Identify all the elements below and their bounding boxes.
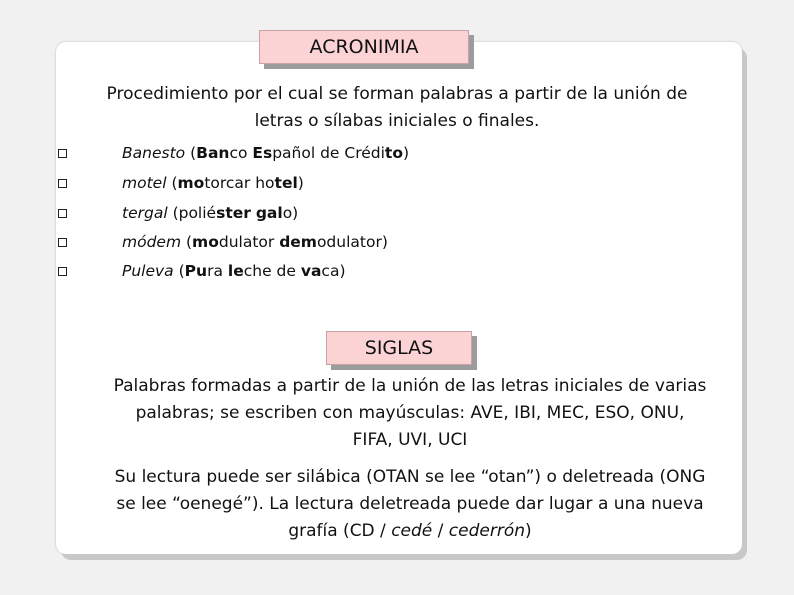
- example-fragment: (: [181, 233, 193, 251]
- siglas-p2-text: /: [432, 521, 449, 541]
- siglas-p1-line-3: FIFA, UVI, UCI: [352, 430, 468, 450]
- example-text: [122, 199, 298, 227]
- square-bullet-icon: [58, 179, 67, 188]
- example-fragment: torcar ho: [204, 174, 275, 192]
- example-row: [58, 199, 578, 227]
- square-bullet-icon: [58, 209, 67, 218]
- example-fragment: ): [402, 144, 410, 162]
- square-bullet-icon: [58, 238, 67, 247]
- siglas-p1-line-2: palabras; se escriben con mayúsculas: AVE, IBI, MEC, ESO, ONU,: [135, 403, 685, 423]
- example-text: [122, 257, 346, 285]
- example-highlight: le: [227, 262, 244, 280]
- example-fragment: dulator: [218, 233, 280, 251]
- example-highlight: dem: [279, 233, 317, 251]
- example-fragment: che de: [243, 262, 301, 280]
- example-highlight: mo: [177, 174, 205, 192]
- example-fragment: ra: [207, 262, 228, 280]
- example-word: Puleva: [122, 262, 174, 280]
- example-highlight: va: [300, 262, 322, 280]
- example-word: tergal: [122, 204, 168, 222]
- example-fragment: (polié: [167, 204, 217, 222]
- example-fragment: (: [185, 144, 197, 162]
- square-bullet-icon: [58, 267, 67, 276]
- example-text: [122, 139, 409, 167]
- example-text: [122, 228, 388, 256]
- example-highlight: Pu: [184, 262, 208, 280]
- example-fragment: o): [282, 204, 299, 222]
- example-word: motel: [122, 174, 167, 192]
- example-highlight: tel: [274, 174, 298, 192]
- siglas-p2-line-3: [64, 518, 756, 545]
- example-word: Banesto: [122, 144, 186, 162]
- siglas-p2-text: grafía (CD /: [288, 521, 392, 541]
- siglas-p2-text: ): [525, 521, 532, 541]
- example-fragment: ): [297, 174, 304, 192]
- siglas-paragraph-1: [70, 373, 750, 454]
- square-bullet-icon: [58, 149, 67, 158]
- acronimia-definition: [60, 81, 734, 135]
- siglas-heading: SIGLAS: [326, 331, 472, 365]
- example-fragment: co: [229, 144, 253, 162]
- siglas-p2-italic: cedé: [391, 521, 433, 541]
- example-fragment: odulator): [316, 233, 388, 251]
- acronimia-heading: ACRONIMIA: [259, 30, 469, 64]
- example-highlight: Es: [252, 144, 273, 162]
- example-highlight: gal: [255, 204, 283, 222]
- example-highlight: ster: [216, 204, 251, 222]
- siglas-p2-italic: cederrón: [448, 521, 526, 541]
- example-highlight: mo: [192, 233, 219, 251]
- example-highlight: Ban: [196, 144, 230, 162]
- example-text: [122, 169, 304, 197]
- example-row: [58, 169, 578, 197]
- definition-line-1: Procedimiento por el cual se forman palabras a partir de la unión de: [106, 84, 688, 104]
- example-fragment: ca): [321, 262, 346, 280]
- siglas-paragraph-2: [64, 464, 756, 545]
- example-row: [58, 139, 578, 167]
- example-fragment: pañol de Crédi: [272, 144, 385, 162]
- siglas-p2-line-1: Su lectura puede ser silábica (OTAN se lee “otan”) o deletreada (ONG: [114, 467, 706, 487]
- siglas-p2-line-2: se lee “oenegé”). La lectura deletreada puede dar lugar a una nueva: [116, 494, 704, 514]
- example-fragment: (: [173, 262, 185, 280]
- example-word: módem: [122, 233, 182, 251]
- example-highlight: to: [384, 144, 403, 162]
- siglas-p1-line-1: Palabras formadas a partir de la unión de las letras iniciales de varias: [113, 376, 707, 396]
- example-row: [58, 228, 578, 256]
- example-row: [58, 257, 578, 285]
- example-fragment: (: [166, 174, 178, 192]
- definition-line-2: letras o sílabas iniciales o finales.: [254, 111, 540, 131]
